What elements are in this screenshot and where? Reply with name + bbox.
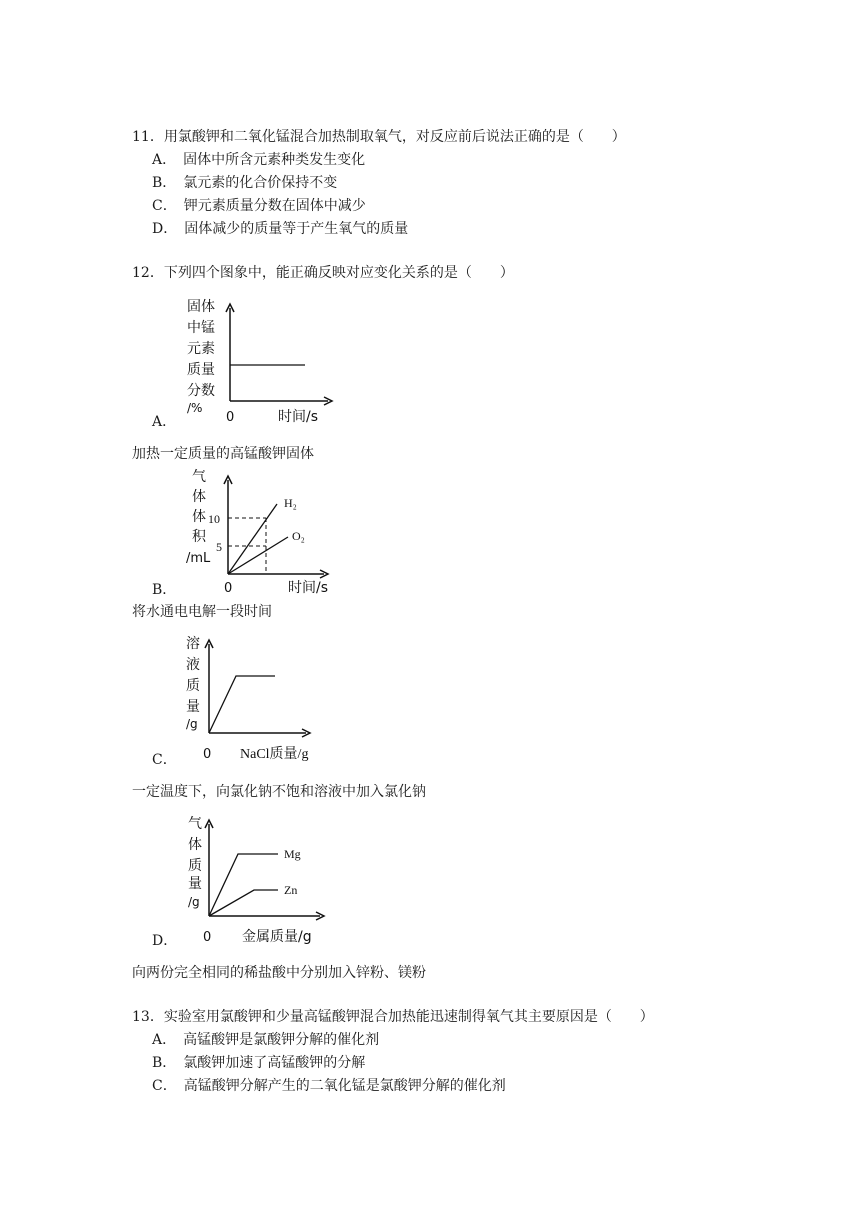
graph-b-ylabel-4: 积 bbox=[192, 529, 206, 545]
q11-option-a[interactable]: A． 固体中所含元素种类发生变化 bbox=[152, 152, 366, 168]
graph-b-h2-label: H₂ bbox=[284, 496, 297, 510]
graph-b-o2-label: O₂ bbox=[292, 529, 305, 543]
q13-option-b[interactable]: B． 氯酸钾加速了高锰酸钾的分解 bbox=[152, 1055, 366, 1071]
graph-b-ylabel-1: 气 bbox=[192, 469, 206, 485]
graph-c-ylabel-2: 液 bbox=[186, 657, 200, 673]
graph-d-letter[interactable]: D． bbox=[152, 933, 178, 949]
q13-option-c[interactable]: C． 高锰酸钾分解产生的二氧化锰是氯酸钾分解的催化剂 bbox=[152, 1078, 506, 1094]
graph-c-origin: 0 bbox=[203, 747, 212, 762]
graph-b-h2-line bbox=[228, 504, 277, 574]
graph-c-xlabel: NaCl质量/g bbox=[240, 747, 309, 762]
graph-b-ylabel-5: /mL bbox=[186, 551, 211, 566]
q11-option-b[interactable]: B． 氯元素的化合价保持不变 bbox=[152, 175, 338, 191]
graph-a-letter[interactable]: A． bbox=[152, 414, 177, 430]
graph-b-letter[interactable]: B． bbox=[152, 582, 177, 598]
graph-a-ylabel-4: 质量 bbox=[187, 362, 215, 378]
graph-d-ylabel-3: 质 bbox=[188, 858, 202, 874]
graph-a-xlabel: 时间/s bbox=[278, 409, 319, 425]
graph-b-o2-line bbox=[228, 537, 288, 574]
graph-a-caption: 加热一定质量的高锰酸钾固体 bbox=[132, 446, 314, 462]
graph-c-curve bbox=[209, 676, 275, 733]
graph-d-mg-curve bbox=[209, 854, 278, 916]
graph-a-ylabel-5: 分数 bbox=[187, 383, 215, 399]
graph-c-ylabel-5: /g bbox=[186, 717, 198, 731]
graph-b-tick-10: 10 bbox=[208, 512, 220, 526]
graph-b-caption: 将水通电电解一段时间 bbox=[132, 604, 272, 620]
graph-b-xlabel: 时间/s bbox=[288, 580, 329, 596]
graph-c-ylabel-4: 量 bbox=[186, 699, 200, 715]
graph-b bbox=[180, 464, 340, 604]
graph-c bbox=[180, 630, 340, 770]
graph-d-zn-label: Zn bbox=[284, 883, 298, 897]
graph-a-ylabel-1: 固体 bbox=[187, 299, 215, 315]
graph-d-ylabel-2: 体 bbox=[188, 837, 202, 853]
q13-option-a[interactable]: A． 高锰酸钾是氯酸钾分解的催化剂 bbox=[152, 1032, 380, 1048]
graph-d-ylabel-5: /g bbox=[188, 895, 200, 909]
graph-d-xlabel: 金属质量/g bbox=[242, 929, 312, 945]
q11-option-d[interactable]: D． 固体减少的质量等于产生氧气的质量 bbox=[152, 221, 409, 237]
graph-d-ylabel-1: 气 bbox=[188, 816, 202, 832]
graph-b-ylabel-3: 体 bbox=[192, 509, 206, 525]
graph-b-ylabel-2: 体 bbox=[192, 489, 206, 505]
graph-c-ylabel-3: 质 bbox=[186, 678, 200, 694]
graph-a-origin: 0 bbox=[226, 410, 235, 425]
graph-c-caption: 一定温度下，向氯化钠不饱和溶液中加入氯化钠 bbox=[132, 784, 426, 800]
q12-stem: 12．下列四个图象中，能正确反映对应变化关系的是（ ） bbox=[132, 265, 514, 281]
q11-stem: 11．用氯酸钾和二氧化锰混合加热制取氧气，对反应前后说法正确的是（ ） bbox=[132, 129, 626, 145]
graph-d-origin: 0 bbox=[203, 930, 212, 945]
graph-c-letter[interactable]: C． bbox=[152, 752, 177, 768]
graph-b-origin: 0 bbox=[224, 581, 233, 596]
graph-b-tick-5: 5 bbox=[216, 540, 222, 554]
graph-d-caption: 向两份完全相同的稀盐酸中分别加入锌粉、镁粉 bbox=[132, 965, 426, 981]
graph-d bbox=[180, 810, 340, 950]
graph-c-ylabel-1: 溶 bbox=[186, 636, 200, 652]
graph-d-ylabel-4: 量 bbox=[188, 876, 202, 892]
graph-a-ylabel-6: /% bbox=[187, 401, 203, 415]
graph-a-ylabel-3: 元素 bbox=[187, 341, 215, 357]
graph-d-mg-label: Mg bbox=[284, 847, 301, 861]
q11-option-c[interactable]: C． 钾元素质量分数在固体中减少 bbox=[152, 198, 366, 214]
graph-a-ylabel-2: 中锰 bbox=[187, 320, 215, 336]
q13-stem: 13．实验室用氯酸钾和少量高锰酸钾混合加热能迅速制得氧气其主要原因是（ ） bbox=[132, 1009, 654, 1025]
graph-a bbox=[180, 294, 340, 434]
